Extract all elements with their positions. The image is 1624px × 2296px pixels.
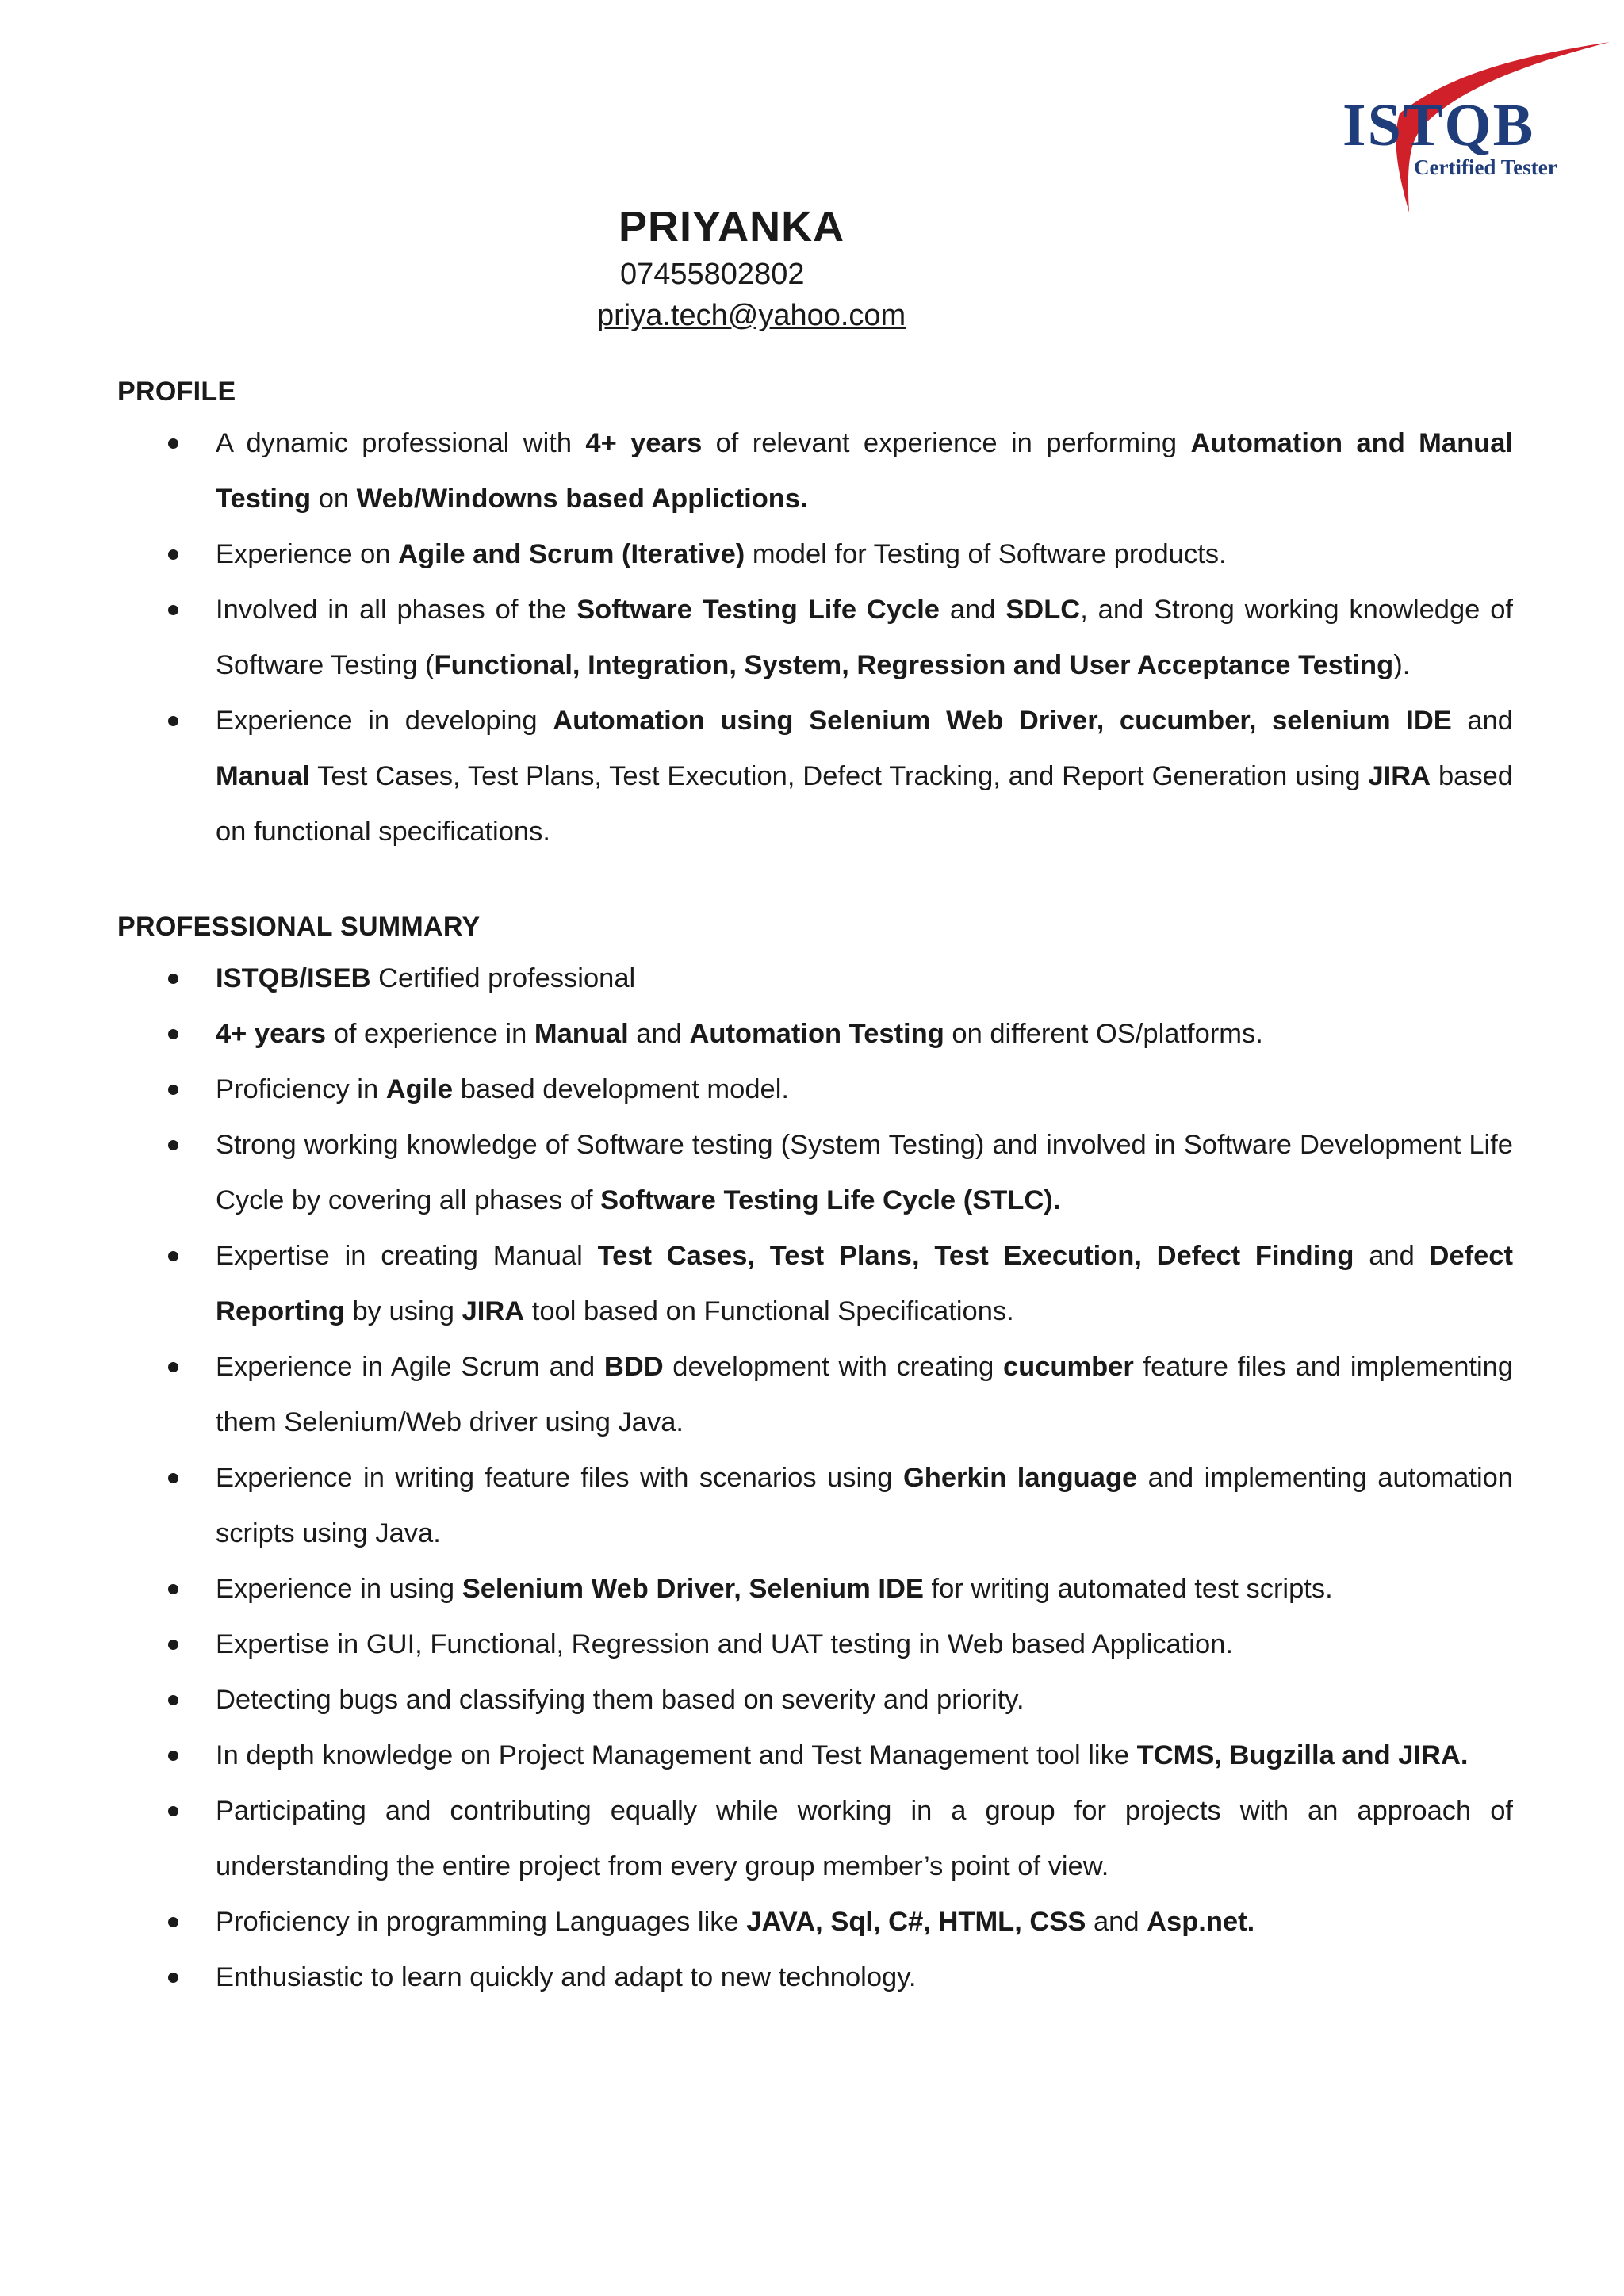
logo-tagline-text: Certified Tester <box>1414 155 1557 179</box>
profile-list <box>117 415 1513 859</box>
list-item-text: Proficiency in Agile based development model. <box>216 1074 789 1104</box>
bullet-icon <box>168 1085 178 1095</box>
summary-list <box>117 951 1513 2005</box>
istqb-logo <box>1336 38 1610 220</box>
list-item <box>117 1339 1513 1450</box>
bullet-icon <box>168 1473 178 1483</box>
list-item-text: Involved in all phases of the Software Testing Life Cycle and SDLC, and Strong working knowledge of Software Testing (Functional, Integration, System, Regression and User Acceptance Testing). <box>216 595 1514 680</box>
bullet-icon <box>168 1751 178 1761</box>
bullet-icon <box>168 1806 178 1816</box>
bullet-icon <box>168 438 178 449</box>
list-item-text: Participating and contributing equally while working in a group for projects with an approach of understanding the entire project from every group member’s point of view. <box>216 1796 1513 1881</box>
bullet-icon <box>168 1140 178 1150</box>
bullet-icon <box>168 1251 178 1261</box>
list-item <box>117 693 1513 859</box>
list-item <box>117 1006 1513 1062</box>
profile-title: PROFILE <box>117 377 236 407</box>
list-item-text: Expertise in GUI, Functional, Regression and UAT testing in Web based Application. <box>216 1629 1233 1659</box>
list-item-text: In depth knowledge on Project Management and Test Management tool like TCMS, Bugzilla and JIRA. <box>216 1740 1469 1770</box>
list-item <box>117 1617 1513 1672</box>
candidate-name: PRIYANKA <box>619 203 845 251</box>
list-item <box>117 1450 1513 1561</box>
candidate-email-link[interactable]: priya.tech@yahoo.com <box>597 299 906 332</box>
list-item <box>117 951 1513 1006</box>
list-item-text: Experience on Agile and Scrum (Iterative) model for Testing of Software products. <box>216 539 1227 569</box>
bullet-icon <box>168 605 178 615</box>
profile-section <box>117 377 1513 859</box>
list-item <box>117 1561 1513 1617</box>
logo-brand-text: ISTQB <box>1342 92 1535 159</box>
list-item-text: Proficiency in programming Languages like JAVA, Sql, C#, HTML, CSS and Asp.net. <box>216 1907 1255 1937</box>
candidate-phone: 07455802802 <box>620 258 805 291</box>
list-item-text: Experience in using Selenium Web Driver, Selenium IDE for writing automated test scripts. <box>216 1574 1333 1604</box>
list-item <box>117 582 1513 693</box>
list-item <box>117 1062 1513 1117</box>
istqb-logo-graphic <box>1336 38 1610 220</box>
list-item-text: Enthusiastic to learn quickly and adapt to new technology. <box>216 1962 917 1992</box>
list-item <box>117 1728 1513 1783</box>
bullet-icon <box>168 1973 178 1983</box>
list-item-text: A dynamic professional with 4+ years of relevant experience in performing Automation and Manual Testing on Web/Windowns based Applictions. <box>216 428 1513 514</box>
bullet-icon <box>168 716 178 726</box>
list-item <box>117 1228 1513 1339</box>
bullet-icon <box>168 974 178 984</box>
list-item <box>117 415 1513 526</box>
bullet-icon <box>168 1695 178 1705</box>
list-item <box>117 526 1513 582</box>
list-item-text: Experience in writing feature files with scenarios using Gherkin language and implementing automation scripts using Java. <box>216 1463 1513 1548</box>
bullet-icon <box>168 1362 178 1372</box>
bullet-icon <box>168 1029 178 1039</box>
list-item <box>117 1672 1513 1728</box>
list-item <box>117 1783 1513 1894</box>
list-item <box>117 1117 1513 1228</box>
bullet-icon <box>168 549 178 560</box>
list-item-text: Strong working knowledge of Software testing (System Testing) and involved in Software Development Life Cycle by covering all phases of Software Testing Life Cycle (STLC). <box>216 1130 1513 1215</box>
bullet-icon <box>168 1640 178 1650</box>
bullet-icon <box>168 1917 178 1927</box>
summary-section <box>117 912 1513 2005</box>
list-item-text: ISTQB/ISEB Certified professional <box>216 963 636 993</box>
list-item-text: Detecting bugs and classifying them based on severity and priority. <box>216 1685 1025 1715</box>
list-item-text: 4+ years of experience in Manual and Automation Testing on different OS/platforms. <box>216 1019 1263 1049</box>
summary-title: PROFESSIONAL SUMMARY <box>117 912 481 942</box>
list-item <box>117 1894 1513 1950</box>
list-item <box>117 1950 1513 2005</box>
list-item-text: Experience in Agile Scrum and BDD development with creating cucumber feature files and implementing them Selenium/Web driver using Java. <box>216 1352 1514 1437</box>
bullet-icon <box>168 1584 178 1594</box>
list-item-text: Expertise in creating Manual Test Cases, Test Plans, Test Execution, Defect Finding and Defect Reporting by using JIRA tool based on Functional Specifications. <box>216 1241 1513 1326</box>
list-item-text: Experience in developing Automation using Selenium Web Driver, cucumber, selenium IDE and Manual Test Cases, Test Plans, Test Execution, Defect Tracking, and Report Generation using JIRA based on functional specifications. <box>216 706 1513 847</box>
